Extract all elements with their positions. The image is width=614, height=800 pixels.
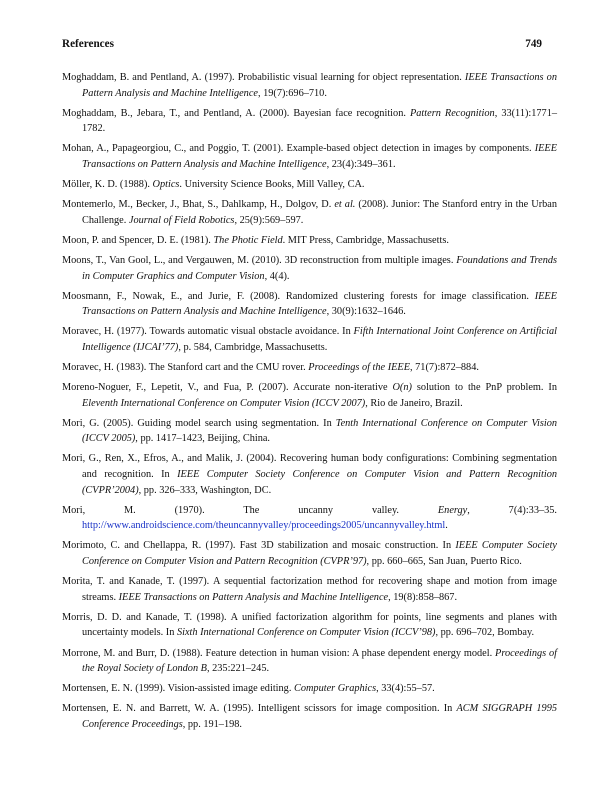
reference-text: Möller, K. D. (1988).	[62, 179, 153, 191]
reference-text: Mori, G., Ren, X., Efros, A., and Malik, J. (2004). Recovering human body configurations: Combining segmentation and recognition. In	[62, 453, 557, 481]
reference-text: solution to the PnP problem. In	[411, 382, 557, 394]
reference-text: Moosmann, F., Nowak, E., and Jurie, F. (2008). Randomized clustering forests for image classification.	[62, 290, 535, 302]
reference-venue: Computer Graphics	[293, 683, 377, 695]
page-number: 749	[525, 38, 542, 50]
reference-text: Moreno-Noguer, F., Lepetit, V., and Fua, P. (2007). Accurate non-iterative	[62, 382, 393, 394]
reference-text: Morrone, M. and Burr, D. (1988). Feature detection in human vision: A phase dependent energy model.	[62, 647, 496, 659]
reference-entry	[62, 451, 557, 498]
reference-venue: IEEE Computer Society Conference on Computer Vision and Pattern Recognition (CVPR’2004)	[82, 469, 557, 496]
reference-text: Moravec, H. (1983). The Stanford cart and the CMU rover.	[62, 362, 309, 373]
reference-venue: IEEE Transactions on Pattern Analysis and Machine Intelligence	[118, 591, 389, 603]
reference-entry	[62, 233, 557, 249]
reference-venue: Sixth International Conference on Computer Vision (ICCV’98)	[176, 627, 436, 639]
reference-venue: The Photic Field	[213, 234, 283, 246]
reference-venue: O(n)	[392, 382, 412, 394]
reference-text: , 33(11):1771–1782.	[82, 107, 557, 135]
reference-venue: et al.	[334, 199, 356, 211]
reference-venue: Eleventh International Conference on Computer Vision (ICCV 2007)	[82, 397, 366, 409]
reference-venue: Proceedings of the Royal Society of London B	[82, 647, 558, 675]
reference-entry	[62, 380, 557, 411]
reference-venue: ACM SIGGRAPH 1995 Conference Proceedings	[82, 703, 557, 730]
reference-text: Mohan, A., Papageorgiou, C., and Poggio, T. (2001). Example-based object detection in images by components.	[62, 143, 535, 155]
reference-text: , pp. 696–702, Bombay.	[435, 627, 535, 639]
reference-venue: Foundations and Trends in Computer Graphics and Computer Vision	[82, 254, 558, 282]
reference-text: . MIT Press, Cambridge, Massachusetts.	[282, 234, 449, 246]
reference-entry	[62, 681, 557, 697]
reference-list	[62, 70, 557, 737]
reference-entry	[62, 416, 557, 447]
reference-text: .	[445, 520, 448, 532]
reference-text: , 30(9):1632–1646.	[326, 306, 406, 318]
reference-text: , p. 584, Cambridge, Massachusetts.	[178, 341, 328, 353]
reference-text: , 7(4):33–35.	[467, 504, 558, 516]
reference-text: , pp. 660–665, San Juan, Puerto Rico.	[366, 556, 522, 568]
reference-text: Morimoto, C. and Chellappa, R. (1997). Fast 3D stabilization and mosaic construction. In	[62, 540, 456, 552]
reference-entry	[62, 701, 557, 732]
reference-entry	[62, 70, 557, 101]
reference-text: Moghaddam, B. and Pentland, A. (1997). Probabilistic visual learning for object representation.	[62, 72, 465, 83]
reference-text: Moravec, H. (1977). Towards automatic visual obstacle avoidance. In	[62, 326, 354, 338]
reference-venue: Energy	[437, 504, 468, 516]
reference-text: , 33(4):55–57.	[376, 683, 435, 695]
reference-entry	[62, 289, 557, 320]
reference-text: (2008). Junior: The Stanford entry in the Urban Challenge.	[82, 199, 558, 226]
reference-entry	[62, 538, 557, 569]
reference-text: Mori, G. (2005). Guiding model search using segmentation. In	[62, 417, 336, 429]
reference-entry	[62, 106, 557, 137]
reference-text: , 25(9):569–597.	[234, 214, 304, 226]
reference-entry	[62, 360, 557, 376]
reference-entry	[62, 646, 557, 677]
reference-venue: Optics	[152, 179, 180, 191]
reference-text: , pp. 326–333, Washington, DC.	[138, 484, 272, 496]
reference-venue: Proceedings of the IEEE	[308, 362, 410, 373]
reference-entry	[62, 503, 557, 534]
reference-venue: Pattern Recognition	[409, 107, 495, 119]
reference-text: . University Science Books, Mill Valley, CA.	[179, 179, 365, 191]
reference-venue: Journal of Field Robotics	[128, 214, 235, 226]
reference-text: Moons, T., Van Gool, L., and Vergauwen, M. (2010). 3D reconstruction from multiple images.	[62, 254, 457, 266]
reference-text: , 19(8):858–867.	[388, 591, 458, 603]
reference-venue: Tenth International Conference on Computer Vision (ICCV 2005)	[82, 417, 557, 445]
section-title: References	[62, 38, 114, 50]
reference-text: Montemerlo, M., Becker, J., Bhat, S., Dahlkamp, H., Dolgov, D.	[62, 199, 335, 211]
reference-text: Moghaddam, B., Jebara, T., and Pentland, A. (2000). Bayesian face recognition.	[62, 107, 410, 119]
reference-text: , 71(7):872–884.	[410, 362, 479, 373]
reference-text: Mortensen, E. N. (1999). Vision-assisted image editing.	[62, 683, 294, 695]
reference-entry	[62, 177, 557, 193]
reference-text: , pp. 191–198.	[182, 718, 242, 730]
reference-entry	[62, 141, 557, 172]
reference-venue: IEEE Transactions on Pattern Analysis and Machine Intelligence	[82, 143, 557, 170]
reference-entry	[62, 197, 557, 228]
reference-text: , 235:221–245.	[206, 663, 270, 675]
reference-entry	[62, 324, 557, 355]
reference-entry	[62, 574, 557, 605]
reference-text: Morris, D. D. and Kanade, T. (1998). A unified factorization algorithm for points, line segments and planes with uncertainty models. In	[62, 611, 557, 639]
reference-text: Moon, P. and Spencer, D. E. (1981).	[62, 234, 214, 246]
reference-text: , Rio de Janeiro, Brazil.	[365, 397, 463, 409]
reference-venue: Fifth International Joint Conference on Artificial Intelligence (IJCAI’77)	[82, 326, 557, 353]
reference-venue: IEEE Transactions on Pattern Analysis and Machine Intelligence	[82, 290, 557, 318]
reference-text: , 19(7):696–710.	[257, 87, 327, 99]
reference-venue: IEEE Computer Society Conference on Computer Vision and Pattern Recognition (CVPR’97)	[82, 540, 557, 568]
reference-text: , 4(4).	[264, 270, 290, 282]
reference-text: , 23(4):349–361.	[326, 158, 396, 170]
reference-venue: IEEE Transactions on Pattern Analysis and Machine Intelligence	[82, 72, 557, 99]
reference-text: Morita, T. and Kanade, T. (1997). A sequential factorization method for recovering shape and motion from image streams.	[62, 576, 557, 603]
reference-text: , pp. 1417–1423, Beijing, China.	[135, 433, 271, 445]
reference-text: Mortensen, E. N. and Barrett, W. A. (1995). Intelligent scissors for image composition. In	[62, 703, 457, 715]
reference-entry	[62, 610, 557, 641]
reference-entry	[62, 253, 557, 284]
reference-url-link[interactable]: http://www.androidscience.com/theuncannyvalley/proceedings2005/uncannyvalley.html	[82, 520, 446, 532]
reference-text: Mori, M. (1970). The uncanny valley.	[62, 504, 438, 516]
